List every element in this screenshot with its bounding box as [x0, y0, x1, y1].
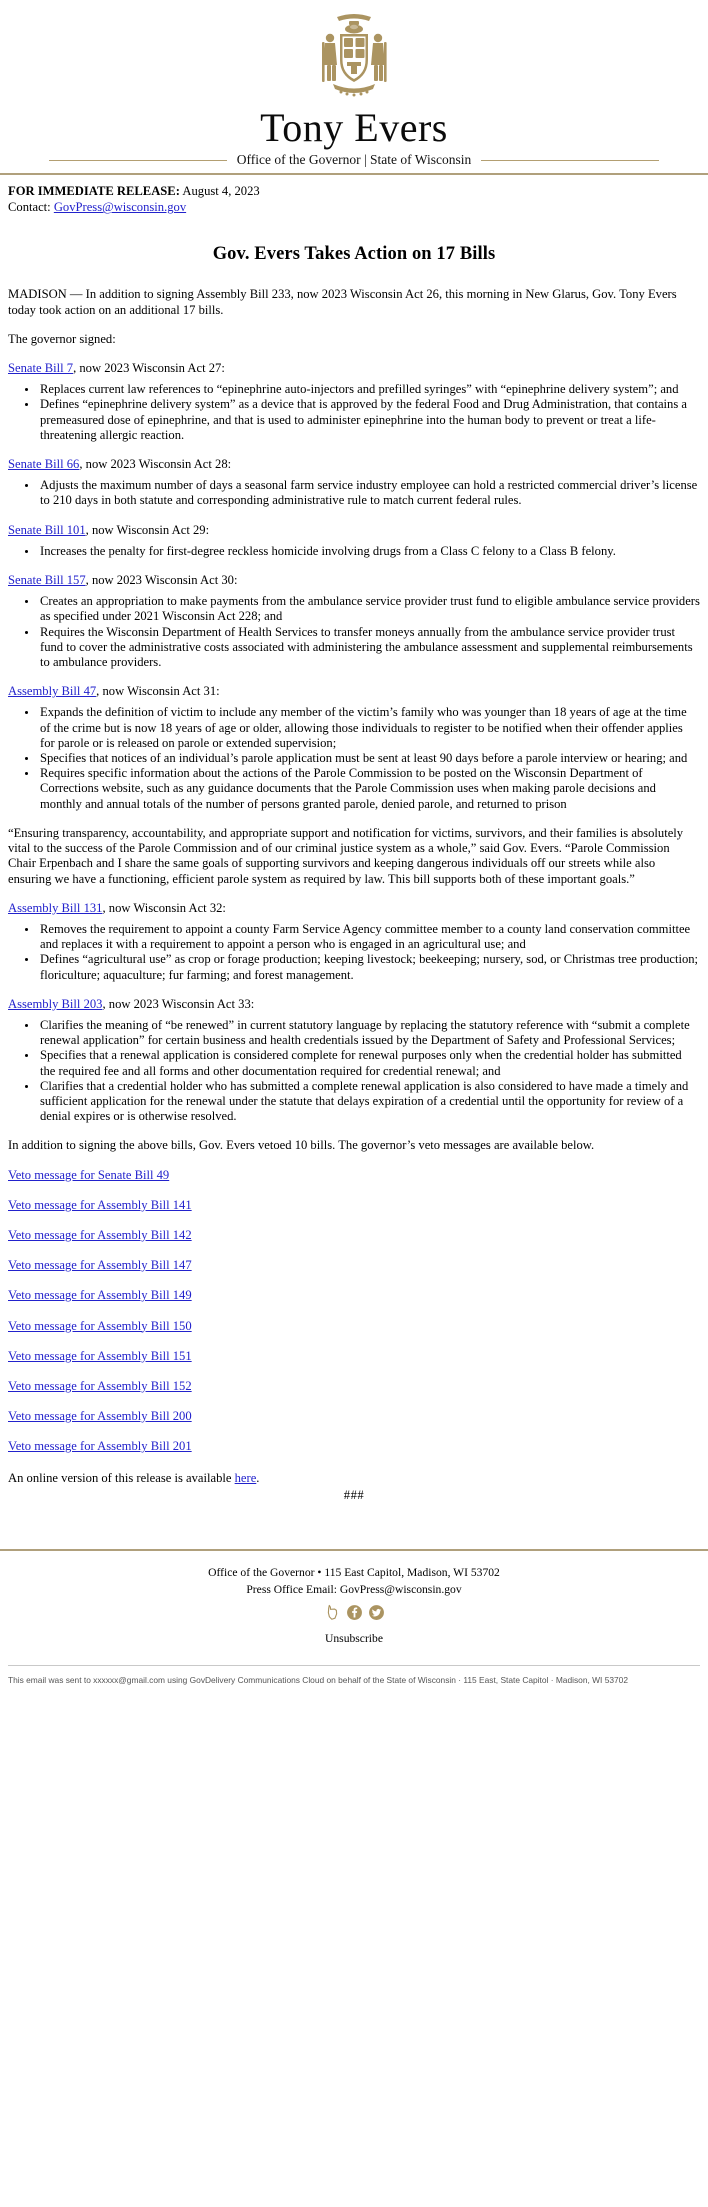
bill-bullet: • Adjusts the maximum number of days a seasonal farm service industry employee can hold a restricted commercial driver’s license to 210 days in both statute and corresponding administrative rule to match current federal rules. [38, 478, 700, 508]
release-date: August 4, 2023 [182, 184, 260, 198]
bill-bullet: • Requires specific information about the actions of the Parole Commission to be posted on the Wisconsin Department of Corrections website, such as any guidance documents that the Parole Commission uses when making parole decisions and monthly and annual totals of the number of persons granted parole, denied parole, and returned to prison [38, 766, 700, 812]
rule-left [49, 160, 227, 161]
subline-row [0, 152, 708, 168]
bill-link[interactable]: Senate Bill 66 [8, 457, 80, 472]
bill-bullets [8, 478, 700, 508]
veto-message-link[interactable]: Veto message for Senate Bill 49 [8, 1167, 170, 1182]
bills-list [8, 361, 700, 1124]
end-marker: ### [343, 1487, 365, 1502]
veto-message-link[interactable]: Veto message for Assembly Bill 152 [8, 1378, 192, 1393]
bill-bullet: • Requires the Wisconsin Department of Health Services to transfer moneys annually from the ambulance service provider trust fund to cover the administrative costs associated with administering the ambulance assessment and supplemental reimbursements to ambulance providers. [38, 625, 700, 671]
governor-quote: “Ensuring transparency, accountability, and appropriate support and notification for victims, survivors, and their families is absolutely vital to the success of the Parole Commission and of our criminal justice system as a whole,” said Gov. Evers. “Parole Commission Chair Erpenbach and I share the same goals of supporting survivors and keeping dangerous individuals off our streets while also ensuring we have a functioning, efficient parole system as required by law. This bill supports both of these important goals.” [8, 825, 684, 886]
veto-link-row [8, 1258, 700, 1273]
bill-bullet: • Increases the penalty for first-degree reckless homicide involving drugs from a Class C felony to a Class B felony. [38, 544, 700, 559]
bill-heading [8, 684, 700, 699]
bill-bullets [8, 1018, 700, 1124]
bill-heading [8, 523, 700, 538]
bill-bullet: • Clarifies the meaning of “be renewed” in current statutory language by replacing the statutory reference with “submit a complete renewal application” for certain business and health credentials issued by the Department of Safety and Professional Services; [38, 1018, 700, 1048]
social-links [0, 1604, 708, 1626]
bill-act-suffix: , now Wisconsin Act 31: [96, 684, 220, 699]
veto-message-link[interactable]: Veto message for Assembly Bill 151 [8, 1348, 192, 1363]
release-body [0, 175, 708, 1503]
veto-message-link[interactable]: Veto message for Assembly Bill 147 [8, 1258, 192, 1273]
veto-link-row [8, 1349, 700, 1364]
veto-message-link[interactable]: Veto message for Assembly Bill 149 [8, 1288, 192, 1303]
veto-link-row [8, 1288, 700, 1303]
bill-heading [8, 573, 700, 588]
bill-act-suffix: , now Wisconsin Act 32: [102, 900, 226, 915]
bill-bullet: • Expands the definition of victim to include any member of the victim’s family who was younger than 18 years of age at the time of the crime but is now 18 years of age or older, allowing those individuals to register to be notified when their offender applies for parole or is released on parole or extended supervision; [38, 705, 700, 751]
release-label: FOR IMMEDIATE RELEASE: [8, 184, 180, 198]
bill-link[interactable]: Senate Bill 101 [8, 522, 86, 537]
release-date-line [8, 184, 700, 199]
twitter-icon-link[interactable] [368, 1604, 385, 1626]
bill-bullet: • Removes the requirement to appoint a county Farm Service Agency committee member to a county land conservation committee and replaces it with a requirement to appoint a person who is engaged in an agricultural use; and [38, 922, 700, 952]
veto-link-row [8, 1168, 700, 1183]
govdelivery-disclaimer: This email was sent to xxxxxx@gmail.com using GovDelivery Communications Cloud on behalf of the State of Wisconsin · 115 East, State Capitol · Madison, WI 53702 [8, 1674, 628, 1685]
wisconsin-state-seal [311, 8, 397, 108]
twitter-icon [368, 1604, 385, 1621]
veto-message-link[interactable]: Veto message for Assembly Bill 200 [8, 1409, 192, 1424]
governor-wordmark: Tony Evers [260, 105, 448, 150]
online-version-link[interactable]: here [234, 1470, 257, 1485]
bill-heading [8, 457, 700, 472]
office-subtitle: Office of the Governor | State of Wisconsin [236, 152, 472, 167]
wisconsin-state-icon [324, 1604, 341, 1621]
veto-message-link[interactable]: Veto message for Assembly Bill 201 [8, 1439, 192, 1454]
bill-heading [8, 901, 700, 916]
online-version-line [8, 1471, 700, 1486]
bill-bullets [8, 544, 700, 559]
veto-message-link[interactable]: Veto message for Assembly Bill 150 [8, 1318, 192, 1333]
facebook-icon [346, 1604, 363, 1621]
bill-link[interactable]: Senate Bill 157 [8, 573, 86, 588]
veto-link-row [8, 1228, 700, 1243]
unsubscribe-link[interactable]: Unsubscribe [325, 1632, 383, 1646]
bill-bullets [8, 594, 700, 670]
masthead [0, 0, 708, 168]
veto-link-row [8, 1379, 700, 1394]
bill-link[interactable]: Assembly Bill 47 [8, 684, 97, 699]
online-version-prefix: An online version of this release is available [8, 1470, 235, 1485]
bill-bullet: • Clarifies that a credential holder who has submitted a complete renewal application is also considered to have made a timely and sufficient application for the renewal under the statute that delays expiration of a credential until the opportunity for review of a denial expires or is otherwise resolved. [38, 1079, 700, 1125]
veto-link-row [8, 1198, 700, 1213]
bill-act-suffix: , now 2023 Wisconsin Act 33: [102, 996, 255, 1011]
bill-bullets [8, 382, 700, 443]
facebook-icon-link[interactable] [346, 1604, 363, 1626]
veto-message-link[interactable]: Veto message for Assembly Bill 141 [8, 1197, 192, 1212]
bill-bullet: • Specifies that notices of an individual’s parole application must be sent at least 90 days before a parole interview or hearing; and [38, 751, 700, 766]
signed-intro: The governor signed: [8, 331, 116, 346]
bill-heading [8, 361, 700, 376]
bill-act-suffix: , now Wisconsin Act 29: [85, 522, 210, 537]
bill-heading [8, 997, 700, 1012]
bill-bullet: • Defines “agricultural use” as crop or forage production; keeping livestock; beekeeping; nursery, sod, or Christmas tree production; floriculture; aquaculture; fur farming; and forest management. [38, 952, 700, 982]
bill-act-suffix: , now 2023 Wisconsin Act 28: [79, 457, 232, 472]
email-footer [0, 1551, 708, 1653]
bill-act-suffix: , now 2023 Wisconsin Act 27: [73, 361, 225, 376]
bill-bullet: • Replaces current law references to “epinephrine auto-injectors and prefilled syringes” with “epinephrine delivery system”; and [38, 382, 700, 397]
lead-paragraph: MADISON — In addition to signing Assembly Bill 233, now 2023 Wisconsin Act 26, this morning in New Glarus, Gov. Tony Evers today took action on an additional 17 bills. [8, 287, 677, 317]
bill-act-suffix: , now 2023 Wisconsin Act 30: [85, 573, 238, 588]
contact-line [8, 200, 700, 215]
veto-message-link[interactable]: Veto message for Assembly Bill 142 [8, 1227, 192, 1242]
veto-intro: In addition to signing the above bills, Gov. Evers vetoed 10 bills. The governor’s veto messages are available below. [8, 1138, 595, 1153]
veto-link-row [8, 1439, 700, 1454]
contact-label: Contact: [8, 200, 51, 215]
veto-links-list [8, 1168, 700, 1455]
veto-link-row [8, 1319, 700, 1334]
rule-right [481, 160, 659, 161]
unsubscribe-row [0, 1631, 708, 1647]
online-version-suffix: . [256, 1470, 260, 1485]
bill-bullet: • Defines “epinephrine delivery system” as a device that is approved by the federal Food and Drug Administration, that contains a premeasured dose of epinephrine, and that is used to administer epinephrine into the human body to prevent or treat a life-threatening allergic reaction. [38, 397, 700, 443]
bill-bullets [8, 922, 700, 983]
bill-bullet: • Creates an appropriation to make payments from the ambulance service provider trust fund to eligible ambulance service providers as specified under 2021 Wisconsin Act 228; and [38, 594, 700, 624]
bill-bullet: • Specifies that a renewal application is considered complete for renewal purposes only when the credential holder has submitted the required fee and all forms and other documentation required for credential renewal; and [38, 1048, 700, 1078]
veto-link-row [8, 1409, 700, 1424]
contact-email-link[interactable]: GovPress@wisconsin.gov [53, 200, 187, 215]
bill-link[interactable]: Assembly Bill 131 [8, 900, 103, 915]
bill-link[interactable]: Assembly Bill 203 [8, 996, 103, 1011]
bill-link[interactable]: Senate Bill 7 [8, 361, 74, 376]
footer-press-email: Press Office Email: GovPress@wisconsin.gov [246, 1583, 462, 1597]
footer-address: Office of the Governor • 115 East Capitol, Madison, WI 53702 [208, 1565, 500, 1579]
page-title: Gov. Evers Takes Action on 17 Bills [212, 244, 496, 265]
wisconsin-state-icon-link[interactable] [324, 1604, 341, 1626]
bill-bullets [8, 705, 700, 811]
